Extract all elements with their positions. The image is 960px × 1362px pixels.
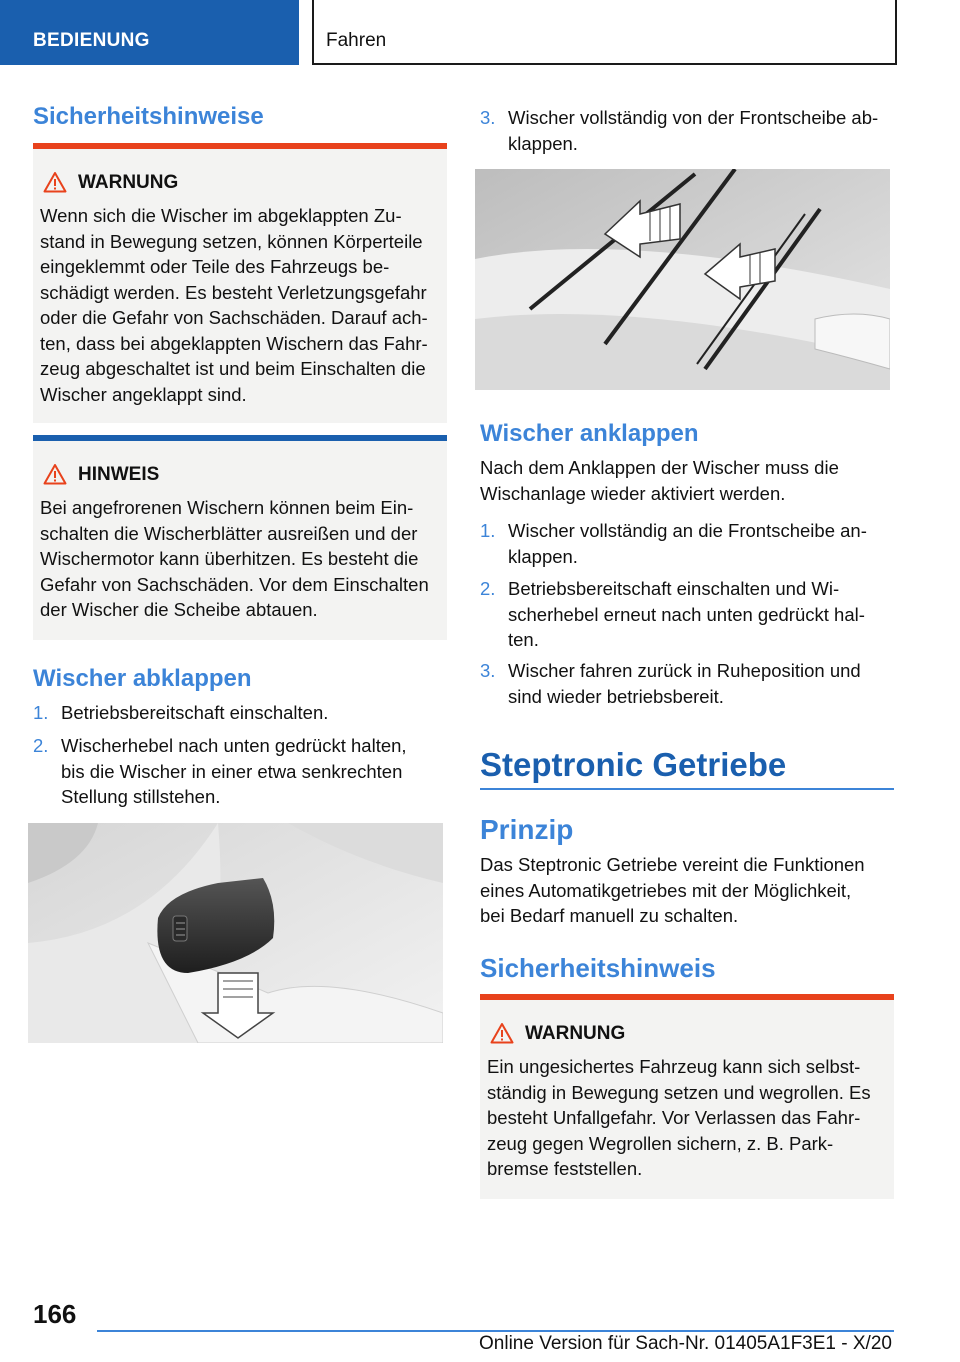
warning-triangle-icon [43, 171, 67, 193]
note-label: HINWEIS [78, 464, 160, 485]
online-version-note: Online Version für Sach-Nr. 01405A1F3E1 - X/20 [479, 1333, 892, 1354]
heading-safety-notes: Sicherheitshinweise [33, 103, 264, 130]
warning-bar [480, 994, 894, 1000]
step-text: Wischer vollständig von der Frontscheibe ab- klappen. [508, 107, 879, 154]
principle-text: Das Steptronic Getriebe vereint die Funktionen eines Automatikgetriebes mit der Möglichkeit, bei Bedarf manuell zu schalten. [480, 854, 865, 926]
warning-text: Ein ungesichertes Fahrzeug kann sich selbst- ständig in Bewegung setzen und wegrollen. Es besteht Unfallgefahr. Vor Verlassen das Fahr- zeug gegen Wegrollen sichern, z. B. Park- bremse feststellen. [487, 1056, 871, 1179]
chapter-label: Fahren [326, 30, 387, 51]
warning-triangle-icon [490, 1022, 514, 1044]
step-number: 3. [480, 107, 496, 128]
step-number: 1. [480, 520, 496, 541]
step-text: Betriebsbereitschaft einschalten. [61, 702, 329, 723]
heading-principle: Prinzip [480, 814, 574, 845]
chapter-tab [312, 0, 897, 65]
fold-in-intro: Nach dem Anklappen der Wischer muss die Wischanlage wieder aktiviert werden. [480, 457, 839, 504]
warning-bar [33, 143, 447, 149]
step-text: Betriebsbereitschaft einschalten und Wi- scherhebel erneut nach unten gedrückt hal- ten. [508, 578, 865, 650]
section-label: BEDIENUNG [33, 30, 150, 51]
note-text: Bei angefrorenen Wischern können beim Ein- schalten die Wischerblätter ausreißen und der Wischermotor kann überhitzen. Es besteht die Gefahr von Sachschäden. Vor dem Einschalten der Wischer die Scheibe abtauen. [40, 497, 429, 620]
note-box-wipers [33, 435, 447, 640]
step-number: 1. [33, 702, 49, 723]
chapter-title: Steptronic Getriebe [480, 746, 787, 783]
footer-rule [97, 1330, 894, 1332]
step-text: Wischerhebel nach unten gedrückt halten, bis die Wischer in einer etwa senkrechten Stellung stillstehen. [61, 735, 407, 807]
chapter-title-rule [480, 788, 894, 790]
heading-fold-out: Wischer abklappen [33, 665, 252, 692]
step-number: 3. [480, 660, 496, 681]
warning-label: WARNUNG [525, 1023, 626, 1044]
list-item [33, 700, 447, 726]
list-item [480, 576, 894, 654]
warning-label: WARNUNG [78, 172, 179, 193]
heading-safety-note: Sicherheitshinweis [480, 953, 716, 983]
warning-box-steptronic [480, 994, 894, 1199]
windscreen-wipers-illustration [475, 169, 890, 390]
note-triangle-icon [43, 463, 67, 485]
list-item [480, 518, 894, 570]
step-number: 2. [33, 735, 49, 756]
note-bar [33, 435, 447, 441]
heading-fold-in: Wischer anklappen [480, 420, 699, 447]
wiper-lever-illustration [28, 823, 443, 1043]
list-item [480, 658, 894, 710]
step-text: Wischer fahren zurück in Ruheposition und sind wieder betriebsbereit. [508, 660, 861, 707]
list-item [33, 733, 447, 811]
page-number: 166 [33, 1299, 77, 1329]
step-text: Wischer vollständig an die Frontscheibe an- klappen. [508, 520, 867, 567]
warning-box-wipers [33, 143, 447, 423]
section-tab [0, 0, 299, 65]
step-number: 2. [480, 578, 496, 599]
warning-text: Wenn sich die Wischer im abgeklappten Zu- stand in Bewegung setzen, können Körperteile eingeklemmt oder Teile des Fahrzeugs be- schädigt werden. Es besteht Verletzungsgefahr oder die Gefahr von Sachschäden. Darauf ach- ten, dass bei abgeklappten Wischern das Fahr- zeug abgeschaltet ist und beim Einschalten die Wischer angeklappt sind. [40, 205, 428, 405]
list-item [480, 105, 894, 157]
